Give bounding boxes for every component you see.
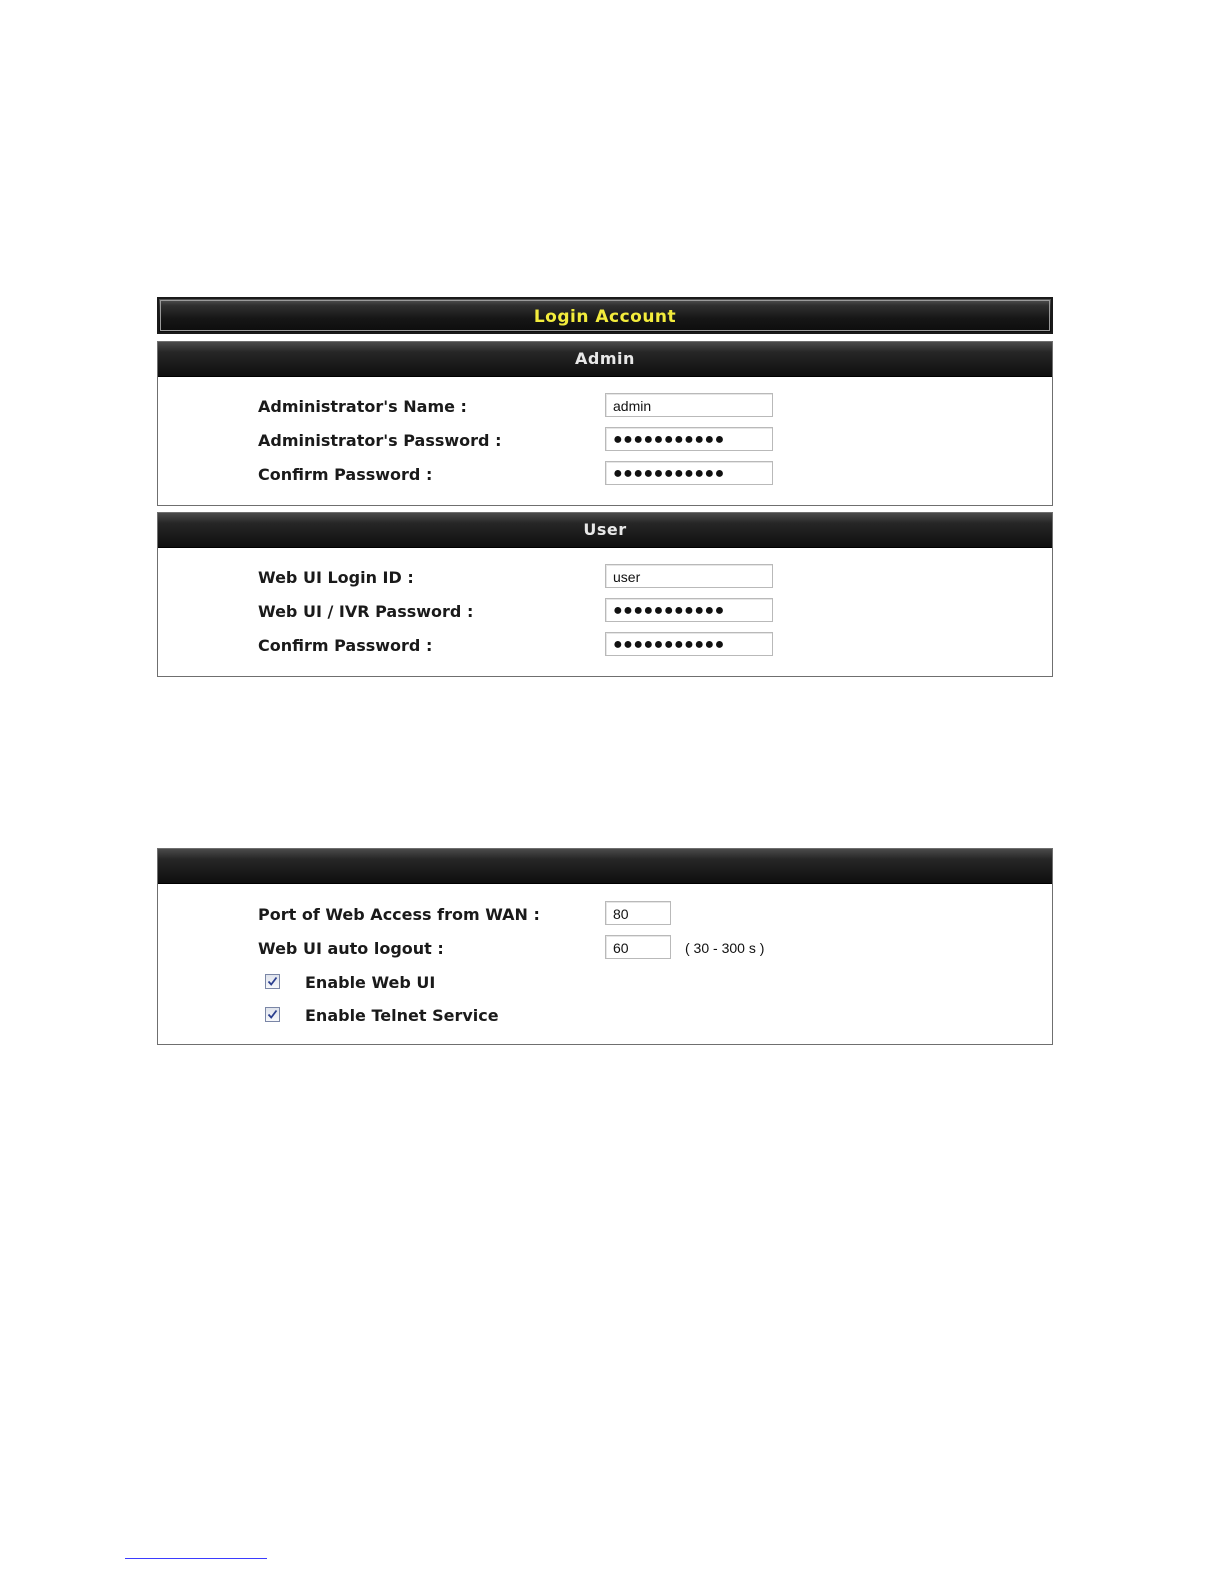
auto-logout-range-note: ( 30 - 300 s ) — [685, 940, 765, 956]
admin-confirm-password-input[interactable]: ●●●●●●●●●●● — [605, 461, 773, 485]
enable-telnet-label: Enable Telnet Service — [305, 1006, 499, 1025]
user-confirm-password-input[interactable]: ●●●●●●●●●●● — [605, 632, 773, 656]
admin-confirm-password-label: Confirm Password : — [258, 465, 433, 484]
user-heading: User — [158, 513, 1052, 548]
user-login-id-input[interactable]: user — [605, 564, 773, 588]
user-confirm-password-label: Confirm Password : — [258, 636, 433, 655]
checkmark-icon — [267, 976, 278, 987]
wan-port-label: Port of Web Access from WAN : — [258, 905, 540, 924]
admin-name-label: Administrator's Name : — [258, 397, 467, 416]
enable-telnet-checkbox[interactable] — [265, 1007, 280, 1022]
admin-heading: Admin — [158, 342, 1052, 377]
user-login-id-label: Web UI Login ID : — [258, 568, 414, 587]
enable-web-ui-checkbox[interactable] — [265, 974, 280, 989]
admin-password-label: Administrator's Password : — [258, 431, 502, 450]
wan-port-input[interactable]: 80 — [605, 901, 671, 925]
enable-web-ui-label: Enable Web UI — [305, 973, 436, 992]
auto-logout-input[interactable]: 60 — [605, 935, 671, 959]
admin-panel — [157, 341, 1053, 506]
login-account-title-bar — [157, 297, 1053, 334]
user-password-label: Web UI / IVR Password : — [258, 602, 474, 621]
remote-management-panel — [157, 848, 1053, 1045]
admin-name-input[interactable]: admin — [605, 393, 773, 417]
user-password-input[interactable]: ●●●●●●●●●●● — [605, 598, 773, 622]
login-account-title: Login Account — [533, 307, 677, 327]
remote-management-heading — [158, 849, 1052, 884]
auto-logout-label: Web UI auto logout : — [258, 939, 444, 958]
checkmark-icon — [267, 1009, 278, 1020]
user-panel — [157, 512, 1053, 677]
admin-password-input[interactable]: ●●●●●●●●●●● — [605, 427, 773, 451]
footnote-separator-line — [125, 1558, 267, 1559]
